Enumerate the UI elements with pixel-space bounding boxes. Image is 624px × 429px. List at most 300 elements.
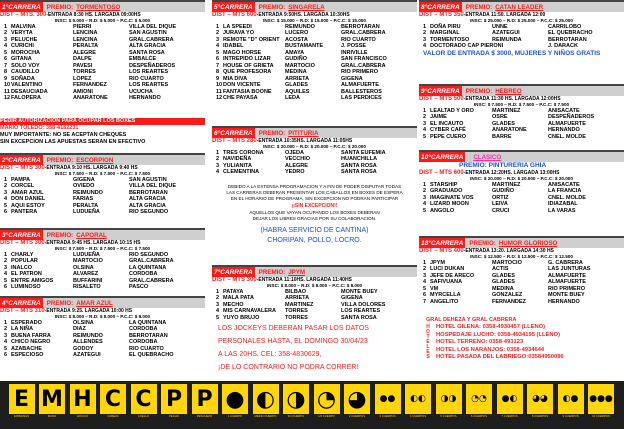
entry-horse: PANTERA [11, 209, 38, 216]
legend-item [191, 384, 218, 426]
race-entries [419, 108, 624, 140]
entry-jockey: GLADES [492, 279, 515, 286]
entry-num: 7 [216, 62, 220, 69]
entry-town: CORDOBA [129, 271, 158, 278]
entry-town: LOS REARTES [129, 82, 169, 89]
race-header: 2°CARRERA PREMIO: ESCORPION [0, 153, 205, 165]
legend-item [374, 384, 401, 426]
entry-num: 5 [423, 285, 427, 292]
entry-jockey: LUDUEÑA [73, 252, 100, 258]
race-4 [0, 296, 205, 359]
race-header: 5°CARRERA PREMIO: SINGARELA [212, 0, 417, 12]
entry-town: SANTA ROSA [341, 314, 377, 321]
entry-horse: MALA PATA [223, 295, 254, 302]
entry-jockey: FERNANDEZ [492, 298, 526, 305]
entry-num: 12 [216, 94, 223, 101]
entry-horse: QUE PROFESORA [223, 69, 272, 76]
legend-item [435, 384, 462, 426]
entry-town: RIO PRIMERO [341, 69, 378, 76]
race-inscription: INSC: $ 7.500 – R.D: $ 7.500 – P.C.C: $ 7.500 [54, 246, 151, 251]
entry-jockey: PAVESI [73, 62, 93, 69]
hotel-item: HOSPEDAJE LUCHO: 0358-4934195 (LLENO) [436, 331, 561, 338]
race-header: 3°CARRERA PREMIO: CAPORAL [0, 228, 205, 240]
entry-town: MONTE BUEY [341, 289, 378, 295]
race-entry [4, 284, 205, 290]
legend-glyph-icon: C [131, 384, 157, 414]
entry-jockey: ARRIETA [285, 75, 310, 82]
race-inscription: INSC: $ 15.000 – R.D: $ 15.000 – P.C.C: $ 15.000 [263, 18, 366, 23]
legend-glyph-icon: ● [222, 384, 248, 414]
entry-town: SAN AGUSTIN [129, 177, 167, 183]
entry-num: 4 [423, 43, 427, 50]
entry-jockey: AMAYA [285, 49, 305, 56]
entry-town: SANTA EUFEMIA [341, 150, 386, 156]
race-entries [0, 24, 205, 101]
hotel-item: HOTEL LOS NARANJOS: 0358-4934644 [436, 346, 545, 353]
entry-num: 1 [4, 320, 8, 326]
legend-label: CABEZA [107, 414, 119, 418]
entry-jockey: DIAZ [73, 326, 86, 333]
entry-horse: PELUCHE [11, 36, 38, 43]
entry-town: LA QUINTANA [129, 320, 167, 326]
entry-horse: YUYO BRUJO [223, 314, 260, 321]
entry-jockey: MARTOCIO [492, 260, 522, 266]
entry-num: 2 [4, 183, 8, 190]
entry-town: CORDOBA [129, 326, 158, 333]
entry-town: RIO SEGUNDO [129, 252, 169, 258]
legend-label: 7 CUERPOS [501, 414, 518, 418]
legend-label: 1/4 CUERPO [318, 414, 335, 418]
entry-horse: JEFE DE ARECO [430, 272, 475, 279]
entry-town: ANISACATE [548, 182, 580, 188]
race-entries [0, 320, 205, 359]
legend-label: 5 CUERPOS [440, 414, 457, 418]
entry-jockey: ALVAREZ [73, 271, 99, 278]
entry-jockey: GLADES [492, 272, 515, 279]
entry-jockey: ALEGRE [73, 49, 96, 56]
legend-item [252, 384, 279, 426]
race-entry [423, 43, 624, 49]
entry-horse: EL PATRON [11, 271, 42, 278]
entry-jockey: ANARATONE [492, 127, 527, 134]
entry-horse: FALOPERA [11, 94, 41, 101]
entry-jockey: BARRE [492, 133, 512, 140]
entry-num: 1 [4, 252, 8, 258]
entry-horse: INALCO [11, 264, 33, 271]
legend-item [496, 384, 523, 426]
entry-num: 3 [216, 36, 220, 43]
legend-glyph-icon: ●● [375, 384, 401, 414]
entry-num: 2 [4, 326, 8, 333]
entry-horse: DESAUCIADA [11, 88, 48, 95]
entry-horse: DON DANIEL [11, 196, 46, 203]
entry-jockey: DALPE [73, 56, 92, 63]
entry-num: 4 [423, 127, 427, 134]
legend-item [405, 384, 432, 426]
entry-horse: MOROCHA [11, 49, 41, 56]
legend-glyph-icon: ◐◐ [405, 384, 431, 414]
hotels-side-label: HOTELES [425, 324, 431, 359]
race-entries [0, 177, 205, 216]
entry-jockey: BUFFARINI [73, 277, 103, 284]
entry-town: LOS REARTES [129, 69, 169, 76]
entry-town: ALMAFUERTE [548, 120, 586, 127]
race-inscription: INSC: $ 7.500 – R.D: $ 7.500 – P.C.C: $ 7.500 [473, 102, 570, 107]
entry-jockey: RISALETO [73, 284, 101, 291]
entry-jockey: AZATEGUI [73, 352, 101, 359]
notes-box [0, 118, 205, 146]
entry-num: 7 [4, 62, 8, 69]
race-entries [419, 182, 624, 214]
entry-num: 3 [423, 272, 427, 279]
entry-jockey: REIMUNDA [492, 36, 522, 43]
race-number: 1°CARRERA [2, 3, 41, 11]
entry-horse: VM [430, 285, 439, 292]
entry-jockey: LENCINA [73, 30, 98, 37]
entry-town: J. POSSE [341, 43, 367, 50]
entry-horse: IDABEL [223, 43, 244, 50]
entry-horse: GITANA [11, 56, 32, 63]
entry-num: 6 [423, 292, 427, 299]
entry-horse: VERYTA [11, 30, 33, 37]
legend-label: 9 CUERPOS [562, 414, 579, 418]
race-distance: DIST – MTS 300-ENTRADA 11:10HS. LARGADA 11:40HS [212, 277, 352, 283]
legend-item [344, 384, 371, 426]
entry-horse: BUENA FARRA [11, 332, 51, 339]
entry-num: 4 [216, 169, 220, 176]
entry-num: 11 [4, 88, 10, 95]
entry-num: 3 [4, 189, 8, 196]
note-contact: MARIO TOLEDO: 358-4182231 [0, 125, 79, 131]
entry-jockey: UNNE [492, 24, 508, 30]
entry-jockey: TORRES [285, 308, 308, 315]
entry-jockey: MEDINA [492, 285, 514, 292]
race-entries [212, 289, 417, 321]
entry-horse: EL INCAUTO [430, 120, 464, 127]
entry-jockey: LEDA [285, 94, 300, 101]
entry-horse: SOLO VOY [11, 62, 40, 69]
entry-jockey: ALEGRE [285, 162, 308, 169]
entry-town: HERNANDO [548, 298, 580, 305]
legend-label: CUELLO [137, 414, 150, 418]
entry-num: 6 [216, 56, 220, 63]
legend-item [283, 384, 310, 426]
entry-num: 4 [4, 43, 8, 50]
entry-jockey: MARTINEZ [492, 182, 521, 188]
race-distance: DIST – MTS 400-ENTRADA 13:20. LARGADA 14:30 HS [419, 248, 554, 254]
entry-horse: TRES CORONA [223, 150, 264, 156]
entry-town: BALLESTEROS [341, 88, 382, 95]
entry-jockey: LEIVA [492, 201, 508, 208]
race-inscription: INSC: $ 5.000 – R.D: $ 5.000 – P.C.C: $ 5.000 [54, 18, 151, 23]
legend-glyph-icon: ◕ [344, 384, 370, 414]
entry-horse: CURICHI [11, 43, 34, 50]
entry-num: 3 [423, 194, 427, 201]
entry-horse: DOCTORADO CAP PIERONI [430, 43, 504, 50]
hotel-item: HOTEL GILENA: 0358-4930457 (LLENO) [436, 324, 546, 330]
entry-town: UCUCHA [129, 88, 153, 95]
race-entry [216, 315, 417, 321]
entry-num: 2 [4, 30, 8, 37]
race-2 [0, 153, 205, 216]
entry-jockey: REIMUNDO [73, 189, 103, 196]
entry-jockey: PIERRI [73, 24, 92, 30]
entry-jockey: GONZALEZ [492, 292, 523, 299]
legend-item [313, 384, 340, 426]
legend-item [100, 384, 127, 426]
entry-jockey: GUDIÑO [285, 56, 307, 63]
entry-town: EL QUEBRACHO [129, 352, 174, 359]
race-8 [419, 0, 624, 58]
entry-horse: MECHO [223, 301, 244, 308]
legend-label: PECHO [169, 414, 179, 418]
entry-horse: JURAVA YO [223, 30, 254, 37]
entry-jockey: YEDRO [285, 169, 305, 176]
race-distance: DIST – MTS 500-ENTRADA 11:30 HS. LARGADA 12:00HS [419, 96, 561, 102]
entry-jockey [492, 43, 548, 49]
legend-label: MEDIO CUERPO [254, 414, 277, 418]
entry-jockey: OLSINA [73, 264, 94, 271]
entry-town: CNEL. MOLDE [548, 194, 586, 201]
entry-horse: NAVIDEÑA [223, 156, 252, 163]
entry-jockey: MARTOCIO [73, 258, 103, 265]
entry-num: 6 [4, 352, 8, 359]
entry-jockey: MARTOCIO [285, 62, 315, 69]
entry-num: 5 [4, 277, 8, 284]
food-note: CHORIPAN, POLLO, LOCRO. [267, 237, 362, 245]
race-inscription: INSC: $ 12.500 – R.D: $ 12.500 – P.C.C: $ 12.500 [470, 254, 573, 259]
entry-horse: IMAGINATE VOS [430, 194, 474, 201]
entry-town: HUANCHILLA [341, 156, 378, 163]
hotels-list [432, 324, 564, 362]
entry-town: GRAL.CABRERA [129, 258, 174, 265]
entry-jockey: PERALTA [73, 202, 99, 209]
race-header: 7°CARRERA PREMIO: JPYM [212, 265, 417, 277]
entry-horse: CORCEL [11, 183, 35, 190]
entry-town: ALMAFUERTE [548, 279, 586, 286]
entry-town: RIO CUARTO [341, 36, 376, 43]
entry-jockey: TORRES [285, 314, 308, 321]
legend-label: 3 CUERPOS [379, 414, 396, 418]
entry-jockey: VECCHIO [285, 156, 311, 163]
entry-horse: LUMINOSO [11, 284, 41, 291]
entry-horse: LA NIÑA [11, 326, 34, 333]
entry-town: BERROTARAN [548, 36, 587, 43]
race-entries [419, 24, 624, 50]
entry-num: 2 [216, 156, 220, 163]
legend-label: PESCUEZO [196, 414, 213, 418]
legend-label: MANO [47, 414, 57, 418]
entry-horse: CHICO NEGRO [11, 339, 51, 346]
entry-num: 2 [423, 114, 427, 121]
race-18 [419, 236, 624, 305]
entry-town: RIO CUARTO [129, 75, 164, 82]
entry-num: 4 [216, 43, 220, 50]
race-header: 6°CARRERA PREMIO: PITITURIA [212, 126, 417, 138]
race-entry [423, 299, 624, 305]
race-header: 4°CARRERA PREMIO: AMAR AZUL [0, 296, 205, 308]
entry-horse: SAFIVUANA [430, 279, 463, 286]
race-entry [423, 134, 624, 140]
hotel-item: HOTEL PASADA DEL LABRIEGO:03584950096 [436, 354, 564, 361]
entry-num: 1 [423, 24, 427, 30]
legend-label: 10 CUERPOS [592, 414, 610, 418]
entry-horse: ANGELITO [430, 298, 459, 305]
entry-jockey: BILBAO [285, 289, 307, 295]
race-inscription: INSC: $ 7.500 – R.D: $ 7.500 – P.C.C: $ 7.500 [54, 171, 151, 176]
entry-jockey: AQUILES [285, 88, 310, 95]
entry-town: BERROTARAN [341, 24, 380, 30]
entry-town: VILLA DEL DIQUE [129, 183, 177, 190]
entry-town: PASCO [129, 284, 149, 291]
entry-num: 7 [423, 298, 427, 305]
entry-horse: CYBER CAFÉ [430, 127, 466, 134]
legend-glyph-icon: C [100, 384, 126, 414]
legend-glyph-icon: ◔ [314, 384, 340, 414]
entry-num: 3 [4, 36, 8, 43]
entry-horse: MIA DIVA [223, 75, 248, 82]
entry-jockey: MARTINEZ [492, 108, 521, 114]
race-entry [216, 95, 417, 101]
entry-town: LA VARAS [548, 207, 576, 214]
race-entries [0, 252, 205, 291]
entry-town: BERROTARAN [129, 189, 168, 196]
entry-jockey: OVIEDO [73, 183, 95, 190]
legend-glyph-icon: ◐ [253, 384, 279, 414]
race-distance: DIST – MTS 300-ENTRADA 9:10 HS. LARGADA 9:40 HS [0, 165, 138, 171]
legend-label: 8 CUERPOS [531, 414, 549, 418]
entry-town: GIGENA [341, 75, 363, 82]
entry-jockey: FERNANDEZ [73, 82, 107, 89]
entry-jockey: MARTINEZ [285, 301, 314, 308]
entry-horse: DON VICENTE [223, 82, 261, 89]
entry-town: CORDOBA [129, 339, 158, 346]
entry-town: G. CABRERA [548, 260, 583, 266]
entry-num: 3 [216, 162, 220, 169]
note-cheques: MUY IMPORTANTE: NO SE ACEPTAN CHEQUES [0, 132, 127, 138]
entry-jockey: AMIONI [73, 88, 93, 95]
legend-label: 4 CUERPOS [409, 414, 427, 418]
entry-horse: PEPE CUERO [430, 133, 467, 140]
race-inscription: INSC: $ 8.000 – R.D: $ 8.000 – P.C.C: $ 8.000 [266, 283, 363, 288]
entry-horse: REMOTE "D" ORIENT [223, 36, 280, 43]
legend-item [69, 384, 96, 426]
entry-num: 5 [216, 314, 220, 321]
legend-footer [0, 381, 624, 429]
entry-town: VILLA DEL DIQUE [129, 24, 177, 30]
entry-num: 5 [423, 207, 427, 214]
entry-town: GRAL.CABRERA [129, 277, 174, 284]
race-entries [212, 24, 417, 101]
entry-horse: HOUSE OF GRIETA [223, 62, 274, 69]
legend-glyph-icon: M [39, 384, 65, 414]
conditions-box: DEBIDO A LA EXTENSA PROGRAMACION Y A FIN DE PODER DISPUTAR TODAS LAS CARRERAS DEBERAN PRESENTAR LOS CABALLOS EN BOXES DE ESPERA EN EL HORARIO DE PROGRAMA, SIN EXCEPCION NO PODRAN PARTICIPAR ¡¡SIN EXCEPCION!! AQUELLOS QUE VAYAN OCUPANDO LOS BOXES DEBERAN DEJAR LOS LIBRES GRACIAS POR SU COLABORACION. (HABRA SERVICIO DE CANTINA) CHORIPAN, POLLO, LOCRO. [212, 184, 417, 246]
entry-horse: INTREPIDO LIZAR [223, 56, 271, 63]
entry-town: IDIAZABAL [548, 201, 578, 208]
entry-jockey: LUCERO [285, 30, 309, 37]
entry-town: GRAL.CABRERA [341, 30, 386, 37]
entry-horse: CAUDILLO [11, 69, 40, 76]
entry-num: 10 [216, 82, 223, 89]
entry-town: LA FRANCIA [548, 188, 582, 195]
entry-jockey: GLADES [492, 120, 515, 127]
entry-num: 12 [4, 94, 11, 101]
entry-jockey: AZATEGUI [492, 30, 520, 37]
entry-town: RIO PRIMERO [548, 285, 585, 292]
entry-num: 1 [423, 182, 427, 188]
entry-horse: STARSHIP [430, 182, 458, 188]
entry-num: 2 [4, 258, 8, 265]
legend-label: 2 CUERPOS [348, 414, 366, 418]
entry-town: SAN FRANCISCO [341, 56, 387, 63]
entry-town: SANTA ROSA [341, 162, 377, 169]
legend-glyph-icon: ◔◔ [466, 384, 492, 414]
entry-town: LAS JUNTURAS [548, 266, 591, 273]
race-distance: DIST – MTS 310-ENTRADA 9:25. LARGADA 10:00 HS [0, 308, 133, 314]
entry-num: 1 [216, 289, 220, 295]
entry-jockey: LENCINA [73, 36, 98, 43]
entry-num: 1 [216, 24, 220, 30]
entry-horse: LEALTAD Y ORO [430, 108, 474, 114]
entry-horse: SOÑADA [11, 75, 35, 82]
race-distance: DIST – MTS 280-ENTRADA 10:35HS. LARGADA 11:05HS [212, 138, 353, 144]
hotels-title: GRAL DEHEZA Y GRAL CABRERA [426, 317, 517, 323]
race-inscription: INSC: $ 20.000 – R.D: $ 20.000 – P.C.C: $ 20.000 [470, 176, 573, 181]
entry-jockey: GIGENA [73, 177, 95, 183]
entry-town: RIO SEGUNDO [129, 209, 169, 216]
entry-num: 11 [216, 88, 222, 95]
entry-town: GRAL.CABRERA [341, 62, 386, 69]
legend-item [588, 384, 615, 426]
race-6 [212, 126, 417, 176]
entry-town: LAS PERDICES [341, 94, 382, 101]
race-entries [212, 150, 417, 176]
entry-horse: PATAYA [223, 289, 244, 295]
entry-jockey: PERALTA [73, 43, 99, 50]
legend-glyph-icon: P [192, 384, 218, 414]
entry-jockey: GODOY [73, 345, 94, 352]
entry-num: 2 [423, 188, 427, 195]
entry-town: EMBALCE [129, 56, 157, 63]
legend-glyph-icon: E [9, 384, 35, 414]
entry-town: SANTA ROSA [341, 169, 377, 176]
entry-town: CARRILOBO [548, 24, 582, 30]
entry-num: 2 [423, 266, 427, 273]
entry-horse: AQUI ESTOY [11, 202, 45, 209]
entry-town: ALTA GRACIA [129, 196, 166, 203]
entry-horse: POPULAR [11, 258, 38, 265]
entry-num: 4 [216, 308, 220, 315]
legend-item [466, 384, 493, 426]
entry-jockey: OJEDA [285, 150, 304, 156]
entry-town: SANTA ROSA [129, 49, 165, 56]
entry-num: 4 [4, 339, 8, 346]
entry-num: 5 [4, 345, 8, 352]
entry-num: 10 [4, 82, 11, 89]
legend-glyph-icon: H [70, 384, 96, 414]
entry-horse: MALVINA [11, 24, 36, 30]
entry-num: 3 [4, 332, 8, 339]
entry-num: 5 [216, 49, 220, 56]
entry-num: 1 [423, 108, 427, 114]
entry-town: DESPEÑADEROS [129, 62, 176, 69]
race-header [0, 0, 205, 12]
entry-num: 2 [423, 30, 427, 37]
entry-town: DESPEÑADEROS [548, 114, 595, 121]
race-entry [216, 169, 417, 175]
premio-name: TORMENTOSO [76, 3, 121, 11]
entry-horse: MYRCELLA [430, 292, 461, 299]
